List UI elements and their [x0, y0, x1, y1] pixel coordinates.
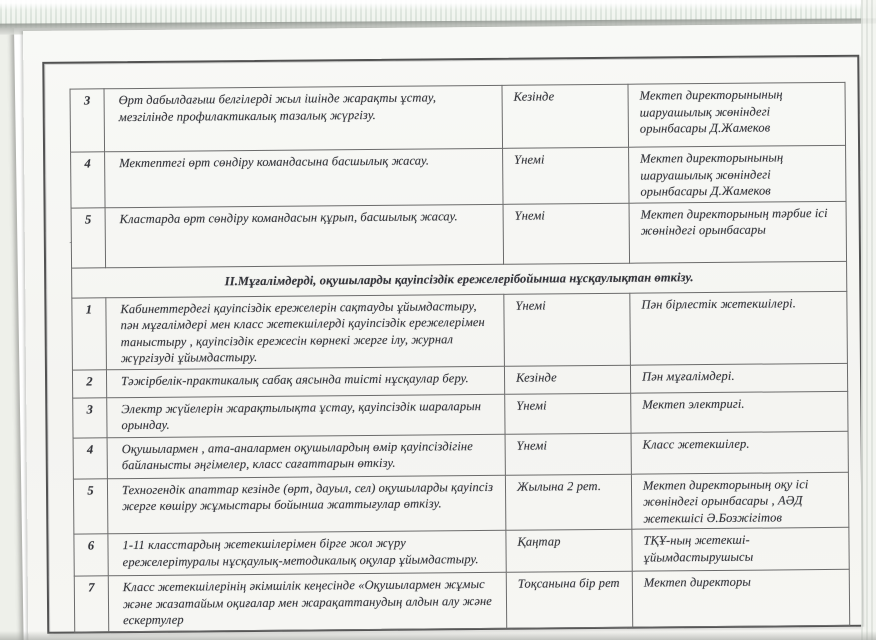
- table-row: [71, 201, 846, 268]
- task-cell: Кабинеттердегі қауіпсіздік ережелерін сақтауды ұйымдастыру, пән мұғалімдері мен класс жетекшілерді қауіпсіздік ережелерімен таныстыру , қауіпсіздік ережесін көрнекі жерге ілу, журнал жүргізуді ұйымдастыру.: [106, 294, 505, 369]
- table-row: [73, 391, 848, 438]
- responsible-cell: Мектеп директорының тәрбие ісі жөніндегі орынбасары: [629, 201, 847, 263]
- period-cell: Үнемі: [503, 203, 630, 264]
- task-cell: 1-11 класстардың жетекшілерімен бірге жол жүру ережелерітуралы нұсқаулық-методикалық оқулар ұйымдастыру.: [108, 530, 506, 575]
- task-cell: Электр жүйелерін жарақтылықта ұстау, қауіпсіздік шараларын орындау.: [107, 394, 505, 437]
- document-page: [23, 23, 876, 640]
- task-cell: Класс жетекшілерінің әкімшілік кеңесінде «Оқушылармен жұмыс және жазатайым оқиғалар мен жарақаттанудың алдын алу және ескертулер: [108, 572, 506, 631]
- row-number-cell: 7: [74, 576, 108, 632]
- row-number-cell: 4: [71, 152, 105, 208]
- responsible-cell: Мектеп директоры: [632, 569, 849, 626]
- sleeve-texture-right: [861, 0, 876, 640]
- table-row: [73, 472, 848, 534]
- table-row: [73, 431, 848, 479]
- row-number-cell: 5: [71, 207, 106, 267]
- table-row: [74, 569, 849, 631]
- responsible-cell: Мектеп директорынының шаруашылық жөніндегі орынбасары Д.Жамеков: [628, 82, 846, 147]
- responsible-cell: Мектеп электригі.: [631, 391, 848, 433]
- period-cell: Үнемі: [503, 147, 629, 204]
- pen-mark: -: [67, 236, 74, 247]
- row-number-cell: 3: [70, 89, 105, 152]
- task-cell: Техногендік апаттар кезінде (өрт, дауыл, сел) оқушыларды қауіпсіз жерге көшіру жұмыстары бойынша жаттығулар өткізу.: [107, 475, 505, 534]
- row-number-cell: 6: [74, 534, 108, 576]
- safety-plan-table: [67, 82, 851, 632]
- task-cell: Өрт дабылдағыш белгілерді жыл ішінде жарақты ұстау, мезгілінде профилактикалық тазалық жүргізу.: [104, 85, 503, 151]
- row-number-cell: 2: [72, 369, 106, 397]
- responsible-cell: Пән бірлестік жетекшілері.: [630, 291, 848, 365]
- period-cell: Тоқсанына бір рет: [506, 571, 632, 628]
- row-number-cell: 4: [73, 437, 107, 478]
- row-number-cell: 3: [73, 397, 107, 437]
- period-cell: Үнемі: [505, 433, 631, 475]
- table-row: [70, 82, 846, 152]
- responsible-cell: Мектеп директорынының шаруашылық жөніндегі орынбасары Д.Жамеков: [629, 145, 846, 202]
- task-cell: Кластарда өрт сөндіру командасын құрып, басшылық жасау.: [105, 204, 504, 267]
- period-cell: Қаңтар: [506, 529, 632, 572]
- period-cell: Үнемі: [505, 393, 631, 434]
- plan-table-body: [67, 82, 850, 631]
- period-cell: Жылына 2 рет.: [505, 474, 631, 531]
- responsible-cell: Мектеп директорының оқу ісі жөніндегі орынбасары , АӘД жетекшісі Ә.Бозжігітов: [631, 472, 848, 529]
- responsible-cell: Пән мұғалімдері.: [630, 363, 847, 393]
- responsible-cell: Класс жетекшілер.: [631, 431, 848, 474]
- table-row: [71, 145, 846, 207]
- table-row: [74, 527, 849, 576]
- period-cell: Кезінде: [504, 365, 630, 394]
- row-number-cell: 1: [72, 297, 107, 369]
- sleeve-edge-bottom: [0, 631, 876, 640]
- table-row: [72, 291, 848, 370]
- task-cell: Мектептегі өрт сөндіру командасына басшылық жасау.: [105, 148, 503, 207]
- period-cell: Үнемі: [504, 293, 631, 366]
- period-cell: Кезінде: [502, 84, 629, 148]
- task-cell: Оқушылармен , ата-аналармен оқушылардың өмір қауіпсіздігіне байланысты әңгімелер, класс сағаттарын өткізу.: [107, 434, 505, 478]
- responsible-cell: ТҚҰ-ның жетекші-ұйымдастырушысы: [632, 527, 849, 571]
- row-number-cell: 5: [73, 478, 107, 534]
- section-title: ІІ.Мұғалімдерді, оқушыларды қауіпсіздік ережелерібойынша нұсқаулықтан өткізу.: [72, 261, 847, 298]
- task-cell: Тәжірбелік-практикалық сабақ аясында тиісті нұсқаулар беру.: [106, 366, 504, 397]
